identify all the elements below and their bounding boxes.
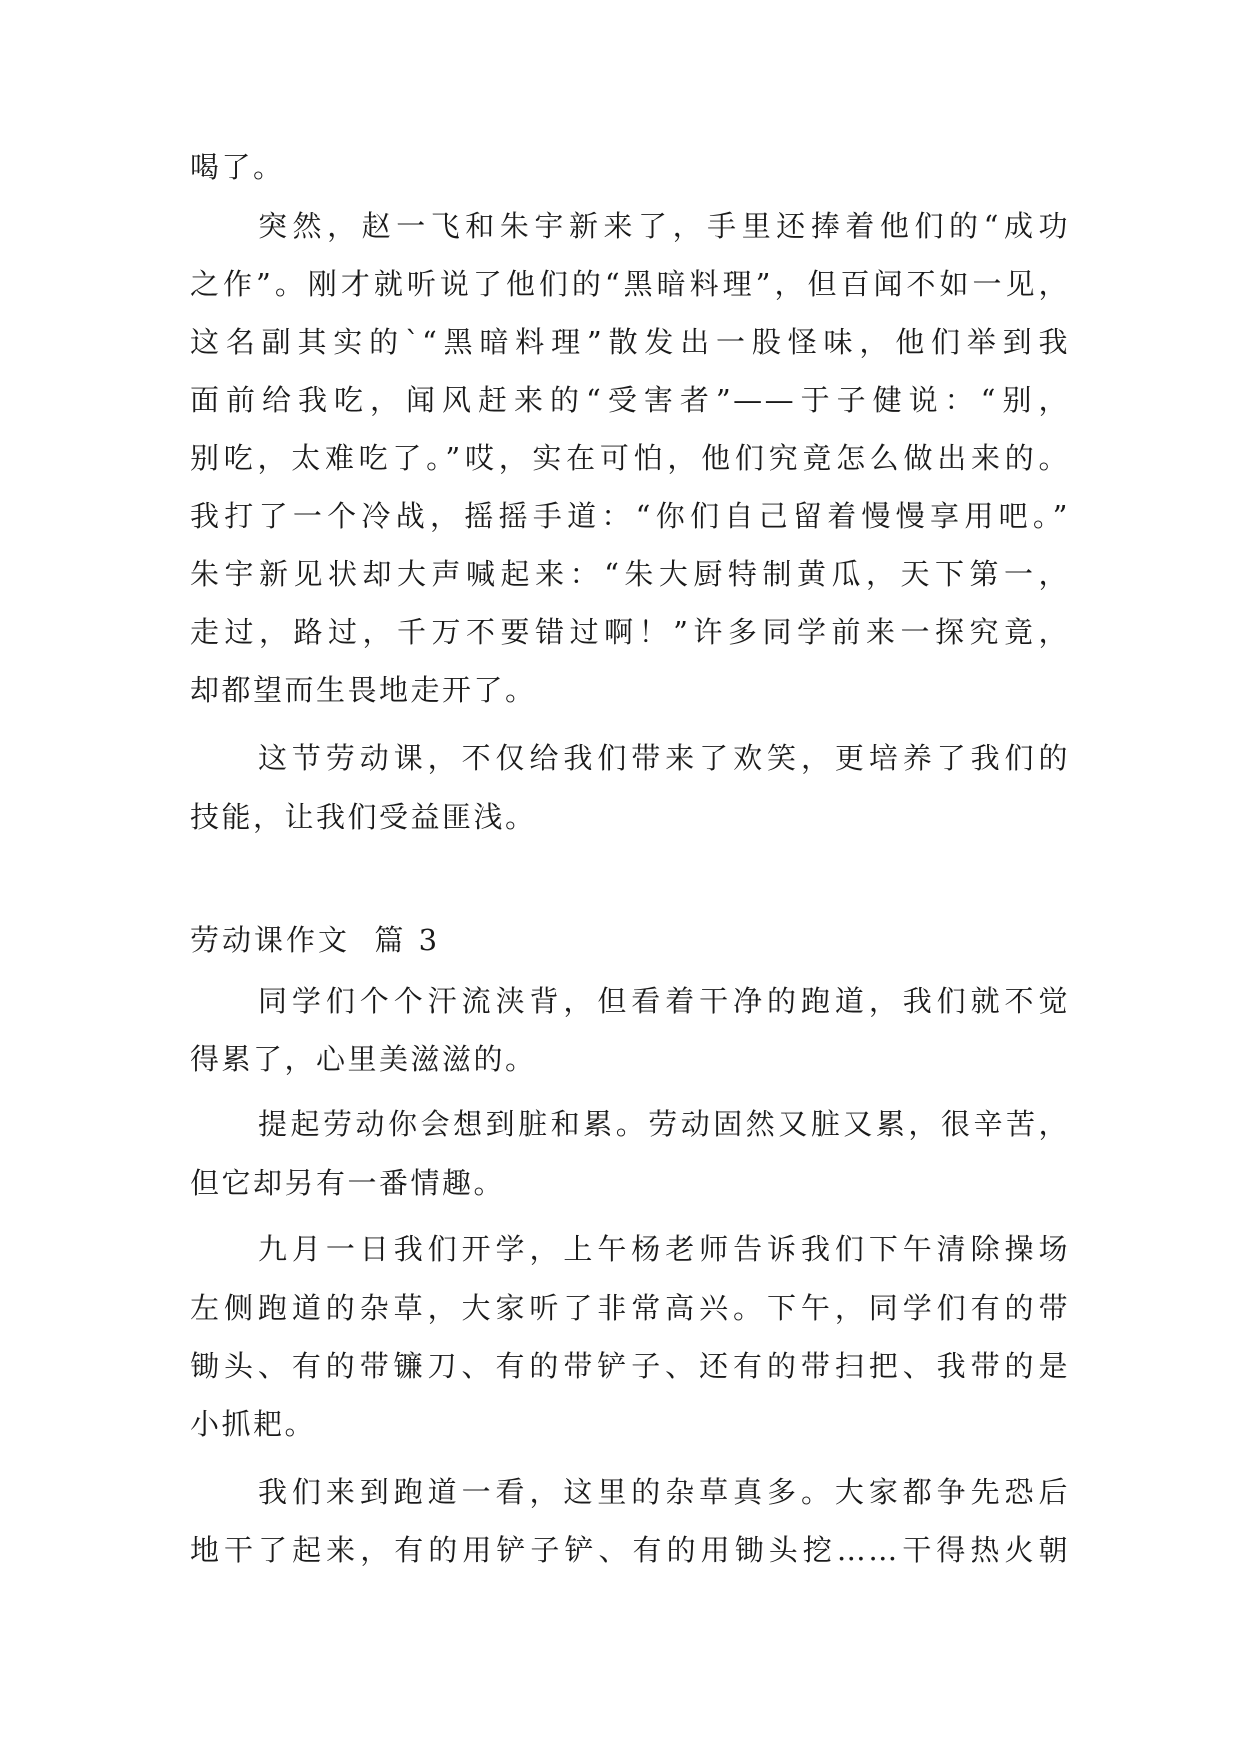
paragraph-first-line: 提起劳动你会想到脏和累。劳动固然又脏又累，很辛苦，: [258, 1107, 1070, 1141]
text-line: 却都望而生畏地走开了。: [190, 673, 537, 707]
text-line: 这名副其实的`“黑暗料理”散发出一股怪味，他们举到我: [190, 325, 1070, 359]
text-line: 但它却另有一番情趣。: [190, 1166, 506, 1200]
text-line: 小抓耙。: [190, 1407, 317, 1441]
paragraph-first-line: 我们来到跑道一看，这里的杂草真多。大家都争先恐后: [258, 1475, 1070, 1509]
text-line: 技能，让我们受益匪浅。: [190, 800, 537, 834]
text-line: 左侧跑道的杂草，大家听了非常高兴。下午，同学们有的带: [190, 1291, 1070, 1325]
text-line: 朱宇新见状却大声喊起来：“朱大厨特制黄瓜，天下第一，: [190, 557, 1070, 591]
text-line: 别吃，太难吃了。”哎，实在可怕，他们究竟怎么做出来的。: [190, 441, 1070, 475]
text-line: 面前给我吃，闻风赶来的“受害者”——于子健说：“别，: [190, 383, 1070, 417]
section-heading: 劳动课作文 篇 3: [190, 923, 441, 957]
paragraph-first-line: 这节劳动课，不仅给我们带来了欢笑，更培养了我们的: [258, 741, 1070, 775]
text-line: 得累了，心里美滋滋的。: [190, 1042, 537, 1076]
text-line: 地干了起来，有的用铲子铲、有的用锄头挖……干得热火朝: [190, 1533, 1070, 1567]
paragraph-first-line: 突然，赵一飞和朱宇新来了，手里还捧着他们的“成功: [258, 209, 1070, 243]
text-line: 之作”。刚才就听说了他们的“黑暗料理”，但百闻不如一见，: [190, 267, 1070, 301]
paragraph-first-line: 同学们个个汗流浃背，但看着干净的跑道，我们就不觉: [258, 984, 1070, 1018]
text-line: 锄头、有的带镰刀、有的带铲子、还有的带扫把、我带的是: [190, 1349, 1070, 1383]
text-line: 我打了一个冷战，摇摇手道：“你们自己留着慢慢享用吧。”: [190, 499, 1070, 533]
text-line: 走过，路过，千万不要错过啊！”许多同学前来一探究竟，: [190, 615, 1070, 649]
text-line: 喝了。: [190, 150, 285, 184]
paragraph-first-line: 九月一日我们开学，上午杨老师告诉我们下午清除操场: [258, 1232, 1070, 1266]
